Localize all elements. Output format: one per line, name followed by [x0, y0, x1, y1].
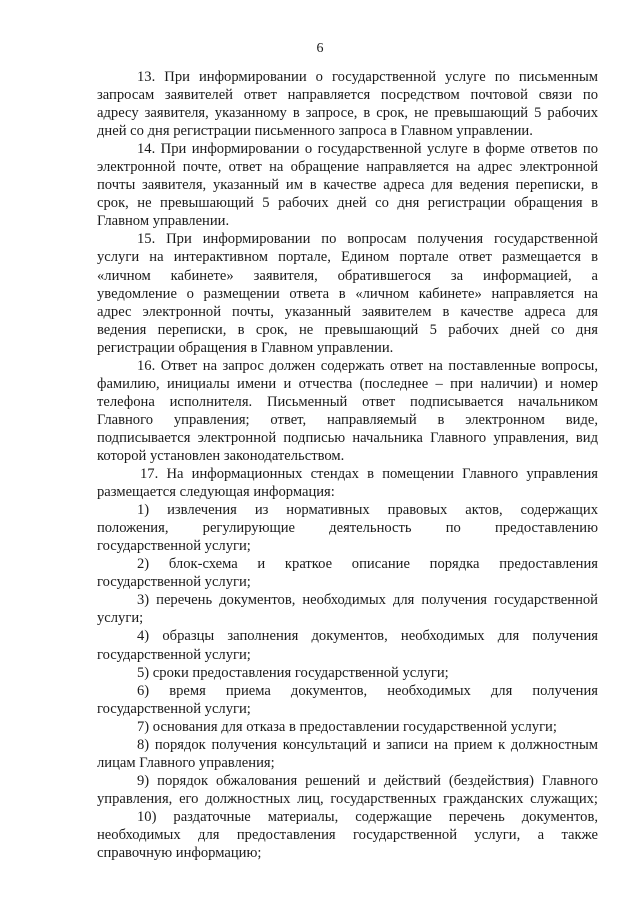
text-line: 10) раздаточные материалы, содержащие перечень документов,: [137, 808, 598, 825]
text-line: положения, регулирующие деятельность по предоставлению: [97, 520, 598, 537]
text-line: ведения переписки, в срок, не превышающий 5 рабочих дней со дня: [97, 321, 598, 338]
text-line: 15. При информировании по вопросам получения государственной: [137, 231, 598, 248]
text-line: государственной услуги;: [97, 538, 251, 555]
text-line: уведомление о размещении ответа в «личном кабинете» направляется на: [97, 285, 598, 302]
text-line: 17. На информационных стендах в помещении Главного управления: [140, 466, 598, 483]
text-line: подписывается электронной подписью начальника Главного управления, вид: [97, 429, 598, 446]
text-line: срок, не превышающий 5 рабочих дней со дня регистрации обращения в: [97, 195, 598, 212]
text-line: 5) сроки предоставления государственной услуги;: [137, 664, 449, 681]
text-line: управления, его должностных лиц, государственных гражданских служащих;: [97, 790, 598, 807]
text-line: регистрации обращения в Главном управлении.: [97, 339, 394, 356]
text-line: услуги на интерактивном портале, Едином портале ответ размещается в: [97, 249, 598, 266]
text-line: Главном управлении.: [97, 213, 230, 230]
text-line: 1) извлечения из нормативных правовых актов, содержащих: [137, 502, 598, 519]
text-line: дней со дня регистрации письменного запроса в Главном управлении.: [97, 123, 533, 140]
text-line: почты заявителя, указанный им в качестве адреса для ведения переписки, в: [97, 177, 598, 194]
text-line: фамилию, инициалы имени и отчества (последнее – при наличии) и номер: [97, 375, 598, 392]
text-line: 16. Ответ на запрос должен содержать ответ на поставленные вопросы,: [137, 357, 598, 374]
text-line: «личном кабинете» заявителя, обратившегося за информацией, а: [97, 267, 598, 284]
text-line: размещается следующая информация:: [97, 484, 335, 501]
text-line: 13. При информировании о государственной услуге по письменным: [137, 69, 598, 85]
text-line: необходимых для предоставления государственной услуги, а также: [97, 826, 598, 843]
text-line: запросам заявителей ответ направляется посредством почтовой связи по: [97, 87, 598, 104]
text-line: 4) образцы заполнения документов, необходимых для получения: [137, 628, 598, 645]
text-line: лицам Главного управления;: [97, 754, 275, 771]
text-line: 14. При информировании о государственной услуге в форме ответов по: [137, 141, 598, 158]
page-number: 6: [316, 41, 324, 56]
text-line: 6) время приема документов, необходимых для получения: [137, 682, 598, 699]
text-line: государственной услуги;: [97, 646, 251, 663]
text-line: справочную информацию;: [97, 845, 262, 862]
document-body: [97, 68, 598, 862]
text-line: услуги;: [97, 610, 144, 627]
text-line: Главного управления; ответ, направляемый в электронном виде,: [97, 411, 598, 428]
text-line: адрес электронной почты, указанный заявителем в качестве адреса для: [97, 303, 598, 320]
text-line: 8) порядок получения консультаций и записи на прием к должностным: [137, 736, 598, 753]
text-line: которой установлен законодательством.: [97, 447, 345, 464]
text-line: государственной услуги;: [97, 574, 251, 591]
text-line: 3) перечень документов, необходимых для получения государственной: [137, 592, 598, 609]
text-line: адресу заявителя, указанному в запросе, в срок, не превышающий 5 рабочих: [97, 105, 598, 122]
text-line: 9) порядок обжалования решений и действий (бездействия) Главного: [137, 772, 598, 789]
text-line: 7) основания для отказа в предоставлении государственной услуги;: [137, 718, 557, 735]
text-line: телефона исполнителя. Письменный ответ подписывается начальником: [97, 393, 598, 410]
text-line: 2) блок-схема и краткое описание порядка предоставления: [137, 556, 598, 573]
text-line: электронной почте, ответ на обращение направляется на адрес электронной: [97, 159, 598, 176]
text-line: государственной услуги;: [97, 700, 251, 717]
